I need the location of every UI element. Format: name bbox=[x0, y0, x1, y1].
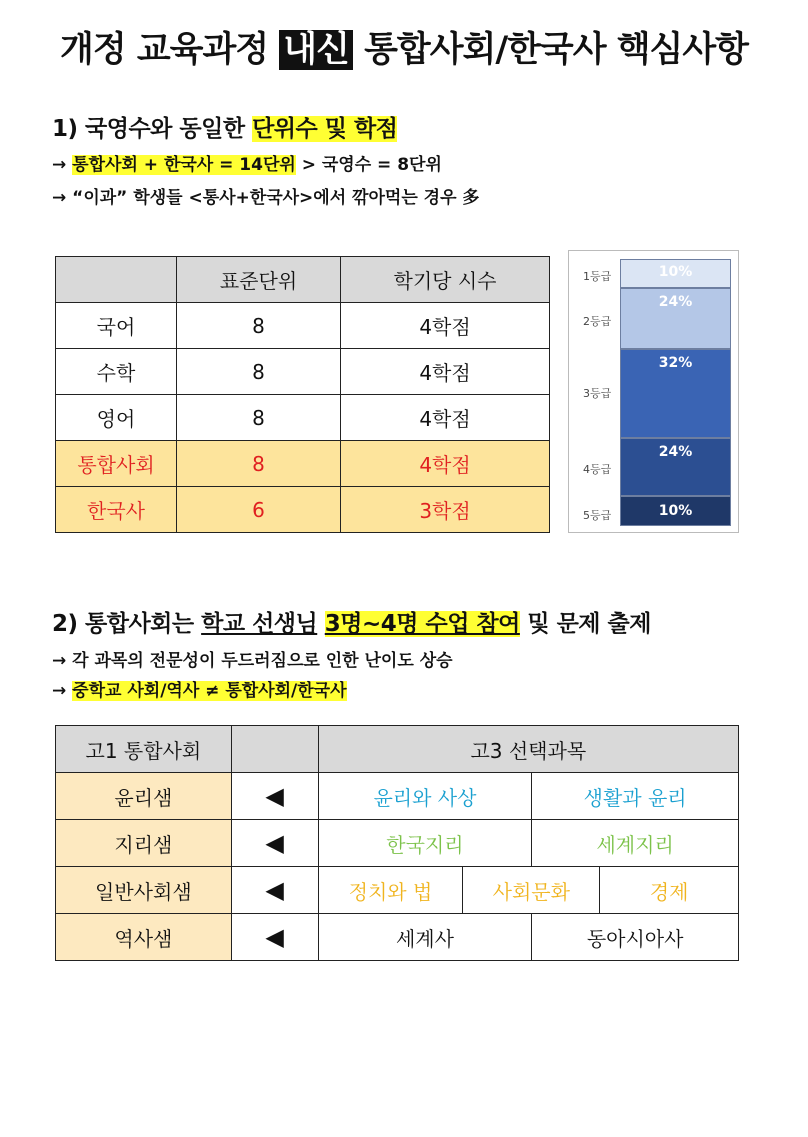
hours-cell: 3학점 bbox=[341, 487, 550, 533]
subject-cell: 통합사회 bbox=[56, 441, 177, 487]
units-cell: 6 bbox=[177, 487, 341, 533]
subject-cell: 사회문화 bbox=[463, 867, 600, 914]
subject-cell: 국어 bbox=[56, 303, 177, 349]
section2-heading-tail: 및 문제 출제 bbox=[519, 611, 651, 637]
section2-heading-text: 2) 통합사회는 bbox=[52, 611, 202, 637]
subject-cell: 경제 bbox=[600, 867, 739, 914]
table-header-row bbox=[56, 257, 550, 303]
grade-label: 1등급 bbox=[583, 270, 612, 283]
section2-heading-space bbox=[317, 611, 325, 637]
table-row bbox=[56, 349, 550, 395]
teacher-cell: 역사샘 bbox=[56, 914, 232, 961]
section2-line2-highlight: 중학교 사회/역사 ≠ 통합사회/한국사 bbox=[72, 681, 347, 701]
table-row bbox=[56, 303, 550, 349]
grade-segment: 10% bbox=[620, 259, 731, 288]
table-row bbox=[56, 914, 739, 961]
arrow-left-icon: ◀ bbox=[231, 867, 318, 914]
section2-heading-highlight: 3명~4명 수업 참여 bbox=[324, 611, 520, 637]
grade-label: 3등급 bbox=[583, 387, 612, 400]
subject-cell: 정치와 법 bbox=[318, 867, 463, 914]
title-part2: 통합사회/한국사 핵심사항 bbox=[364, 30, 748, 70]
subject-cell: 동아시아사 bbox=[532, 914, 739, 961]
arrow-left-icon: ◀ bbox=[231, 820, 318, 867]
grade-segment: 24% bbox=[620, 438, 731, 496]
section2-heading bbox=[52, 605, 651, 638]
grade-segment: 32% bbox=[620, 349, 731, 438]
header-cell-grade1: 고1 통합사회 bbox=[56, 726, 232, 773]
arrow-left-icon: ◀ bbox=[231, 914, 318, 961]
teacher-cell: 윤리샘 bbox=[56, 773, 232, 820]
table-row bbox=[56, 773, 739, 820]
hours-cell: 4학점 bbox=[341, 395, 550, 441]
grade-segment: 24% bbox=[620, 288, 731, 349]
subject-cell: 수학 bbox=[56, 349, 177, 395]
section1-line2: → “이과” 학생들 <통사+한국사>에서 깎아먹는 경우 多 bbox=[52, 188, 480, 208]
elective-table bbox=[55, 725, 739, 961]
units-cell: 8 bbox=[177, 395, 341, 441]
subject-cell: 영어 bbox=[56, 395, 177, 441]
units-cell: 8 bbox=[177, 441, 341, 487]
teacher-cell: 지리샘 bbox=[56, 820, 232, 867]
hours-cell: 4학점 bbox=[341, 349, 550, 395]
section1-line1-text: > 국영수 = 8단위 bbox=[295, 155, 442, 175]
section1-heading-text: 1) 국영수와 동일한 bbox=[52, 116, 253, 142]
section2-line1: → 각 과목의 전문성이 두드러짐으로 인한 난이도 상승 bbox=[52, 651, 453, 671]
subject-cell: 세계사 bbox=[318, 914, 532, 961]
grade-label: 5등급 bbox=[583, 509, 612, 522]
section2-line2 bbox=[52, 676, 347, 701]
section1-line1 bbox=[52, 150, 442, 175]
hours-cell: 4학점 bbox=[341, 303, 550, 349]
subject-cell: 한국지리 bbox=[318, 820, 532, 867]
section2-heading-underline: 학교 선생님 bbox=[201, 611, 318, 637]
table-row-highlight bbox=[56, 441, 550, 487]
section1-line1-highlight: 통합사회 + 한국사 = 14단위 bbox=[72, 155, 296, 175]
subject-cell: 세계지리 bbox=[532, 820, 739, 867]
title-part1: 개정 교육과정 bbox=[60, 30, 269, 70]
header-cell-grade3: 고3 선택과목 bbox=[318, 726, 738, 773]
header-cell-blank bbox=[56, 257, 177, 303]
hours-cell: 4학점 bbox=[341, 441, 550, 487]
section1-heading bbox=[52, 110, 397, 143]
table-header-row bbox=[56, 726, 739, 773]
header-cell-units: 표준단위 bbox=[177, 257, 341, 303]
table-row bbox=[56, 867, 739, 914]
subject-cell: 한국사 bbox=[56, 487, 177, 533]
grade-label: 4등급 bbox=[583, 463, 612, 476]
units-cell: 8 bbox=[177, 349, 341, 395]
grade-distribution-chart bbox=[568, 250, 739, 533]
subject-cell: 생활과 윤리 bbox=[532, 773, 739, 820]
header-cell-blank bbox=[231, 726, 318, 773]
subject-cell: 윤리와 사상 bbox=[318, 773, 532, 820]
page-title bbox=[0, 22, 808, 72]
arrow-text: → bbox=[52, 681, 73, 701]
grade-label: 2등급 bbox=[583, 315, 612, 328]
title-highlight: 내신 bbox=[279, 30, 353, 70]
table-row bbox=[56, 820, 739, 867]
table-row bbox=[56, 395, 550, 441]
arrow-left-icon: ◀ bbox=[231, 773, 318, 820]
table-row-highlight bbox=[56, 487, 550, 533]
teacher-cell: 일반사회샘 bbox=[56, 867, 232, 914]
section1-heading-highlight: 단위수 및 학점 bbox=[252, 116, 398, 142]
credit-table bbox=[55, 256, 550, 533]
units-cell: 8 bbox=[177, 303, 341, 349]
arrow-text: → bbox=[52, 155, 73, 175]
header-cell-hours: 학기당 시수 bbox=[341, 257, 550, 303]
grade-segment: 10% bbox=[620, 496, 731, 526]
